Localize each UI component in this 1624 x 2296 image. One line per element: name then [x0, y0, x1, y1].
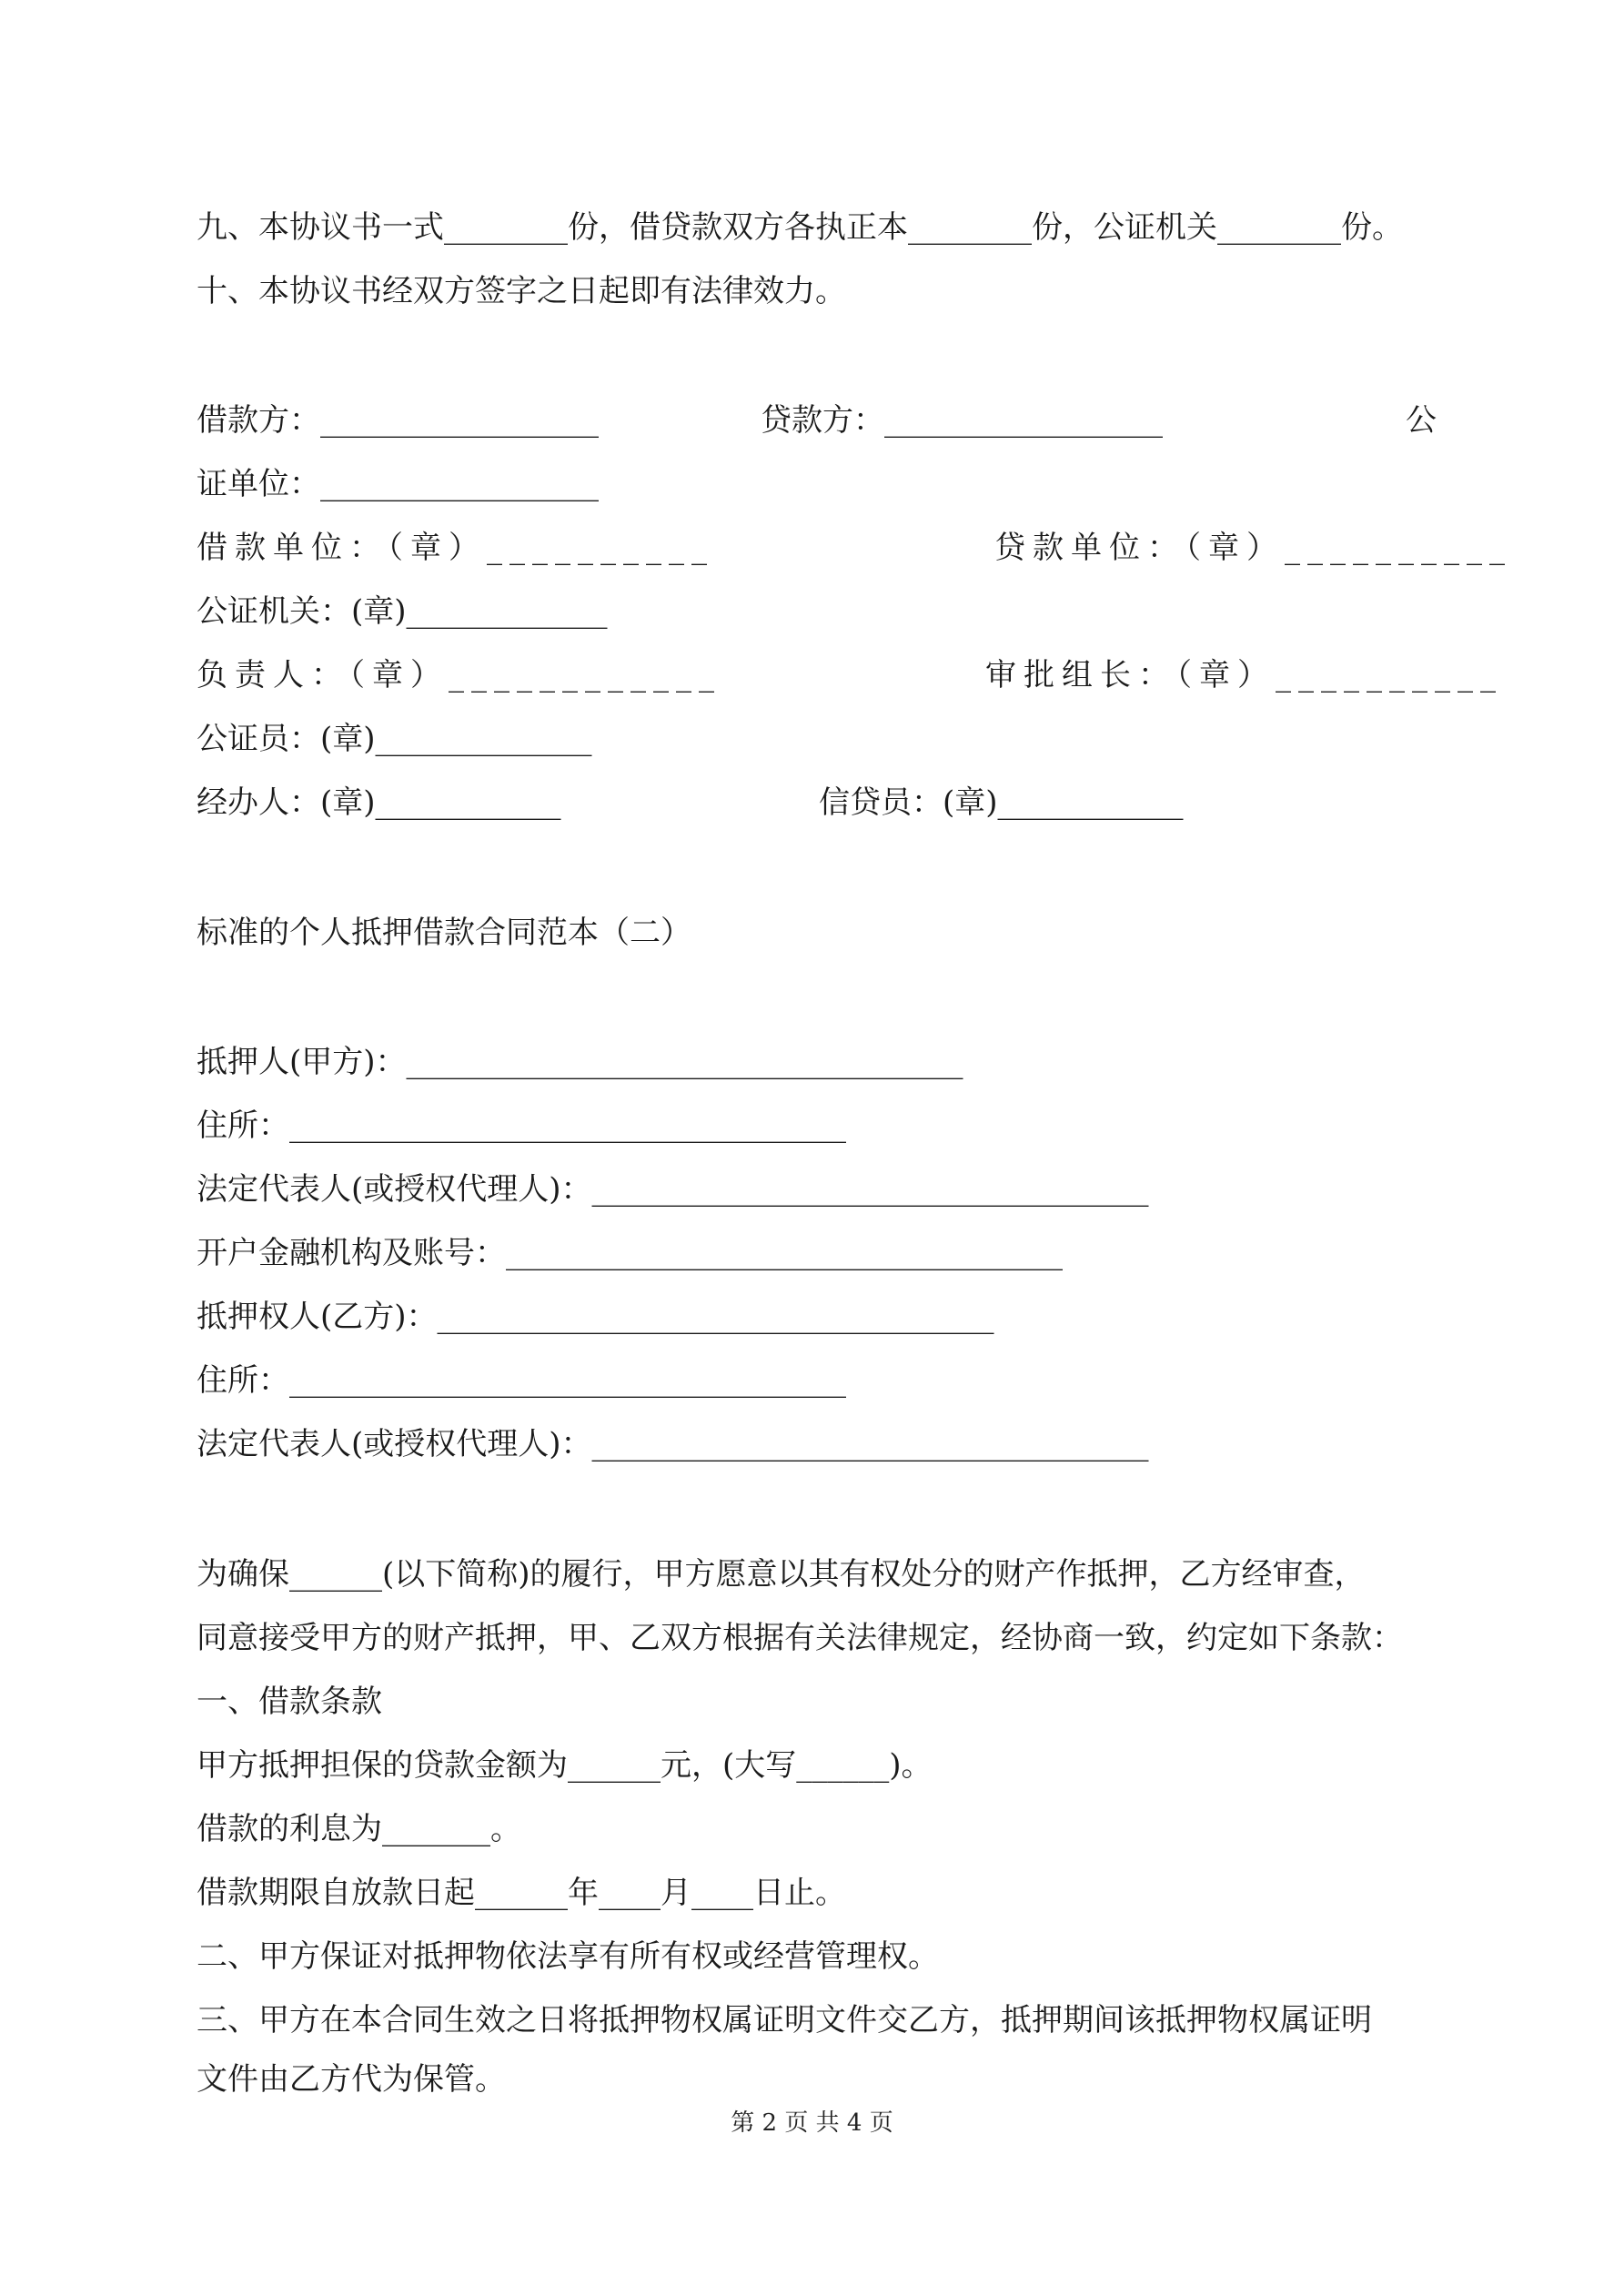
party-line: 法定代表人(或授权代理人)：____________________________________: [197, 1426, 1149, 1462]
borrower-signature: 借款方：__________________: [197, 402, 599, 439]
party-line: 法定代表人(或授权代理人)：____________________________________: [197, 1171, 1149, 1208]
credit-officer-seal: 信贷员：(章)____________: [819, 784, 1184, 821]
body-line: 为确保______(以下简称)的履行，甲方愿意以其有权处分的财产作抵押，乙方经审查，: [197, 1556, 1366, 1593]
responsible-seal: 负责人：（章）____________: [197, 657, 721, 693]
notary-unit-char: 公: [1406, 402, 1437, 439]
party-line: 住所：____________________________________: [197, 1108, 846, 1144]
party-line: 抵押人(甲方)：____________________________________: [197, 1044, 963, 1080]
notary-office-seal: 公证机关：(章)_____________: [197, 593, 608, 630]
party-line: 抵押权人(乙方)：____________________________________: [197, 1299, 994, 1335]
borrow-unit-seal: 借款单位：（章）__________: [197, 530, 714, 566]
body-line: 借款期限自放款日起______年____月____日止。: [197, 1875, 846, 1911]
party-line: 住所：____________________________________: [197, 1362, 846, 1399]
body-line: 同意接受甲方的财产抵押，甲、乙双方根据有关法律规定，经协商一致，约定如下条款：: [197, 1620, 1403, 1656]
body-line: 二、甲方保证对抵押物依法享有所有权或经营管理权。: [197, 1938, 939, 1975]
approval-leader-seal: 审批组长：（章）__________: [985, 657, 1503, 693]
lend-unit-seal: 贷款单位：（章）__________: [994, 530, 1512, 566]
body-line: 甲方抵押担保的贷款金额为______元，(大写______)。: [197, 1747, 933, 1784]
notary-unit-signature: 证单位：__________________: [197, 466, 599, 502]
body-line: 借款的利息为_______。: [197, 1811, 521, 1847]
party-line: 开户金融机构及账号：____________________________________: [197, 1235, 1063, 1271]
lender-signature: 贷款方：__________________: [761, 402, 1163, 439]
page-number-footer: 第 2 页 共 4 页: [731, 2109, 893, 2137]
handler-seal: 经办人：(章)____________: [197, 784, 561, 821]
contract-title: 标准的个人抵押借款合同范本（二）: [197, 915, 691, 951]
notary-person-seal: 公证员：(章)______________: [197, 721, 592, 757]
clause-ten: 十、本协议书经双方签字之日起即有法律效力。: [197, 273, 846, 309]
clause-nine: 九、本协议书一式________份，借贷款双方各执正本________份，公证机关________份。: [197, 209, 1403, 246]
body-line: 三、甲方在本合同生效之日将抵押物权属证明文件交乙方，抵押期间该抵押物权属证明: [197, 2002, 1372, 2038]
body-line: 一、借款条款: [197, 1684, 382, 1720]
body-line: 文件由乙方代为保管。: [197, 2061, 506, 2098]
